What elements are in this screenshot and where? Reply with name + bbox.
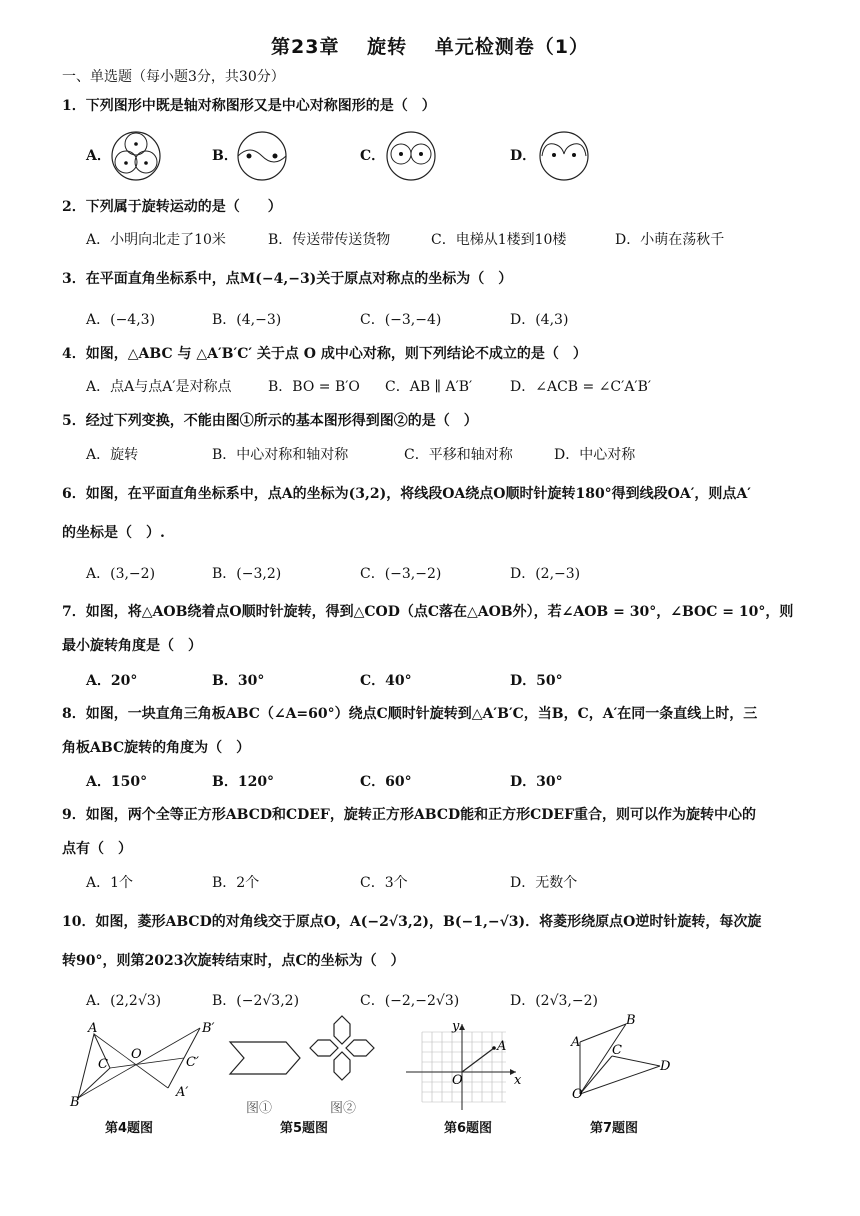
figure-5-shape-1: [228, 1040, 303, 1076]
fig4-label-a-prime: A′: [176, 1085, 189, 1100]
question-8-stem-line2: 角板ABC旋转的角度为（ ）: [62, 740, 251, 756]
figure-5-caption: 第5题图: [280, 1121, 329, 1136]
q6-option-c: C．(−3,−2): [360, 566, 442, 582]
q5-option-b: B．中心对称和轴对称: [212, 447, 349, 463]
figure-4-diagram: [68, 1020, 218, 1110]
fig7-label-o: O: [572, 1087, 583, 1102]
q8-option-b: B．120°: [212, 774, 275, 790]
fig7-label-c: C: [612, 1043, 622, 1058]
fig4-label-b: B: [70, 1095, 80, 1110]
fig6-label-y: y: [452, 1019, 460, 1034]
question-7-stem-line2: 最小旋转角度是（ ）: [62, 638, 202, 654]
q9-option-c: C．3个: [360, 875, 408, 891]
fig7-label-d: D: [660, 1059, 671, 1074]
q9-option-d: D．无数个: [510, 875, 578, 891]
q1-option-b-figure: [234, 130, 290, 182]
q2-option-a: A．小明向北走了10米: [86, 232, 226, 248]
q7-option-c: C．40°: [360, 673, 412, 689]
q10-option-b: B．(−2√3,2): [212, 993, 300, 1009]
q1-option-c-label: C．: [360, 148, 386, 164]
q4-option-b: B．BO = B′O: [268, 379, 360, 395]
fig6-label-x: x: [514, 1073, 522, 1088]
figure-5-sub-label-1: 图①: [246, 1101, 273, 1116]
question-8-stem-line1: 8．如图，一块直角三角板ABC（∠A=60°）绕点C顺时针旋转到△A′B′C，当B，C，A′在同一条直线上时，三: [62, 706, 758, 722]
q2-option-b: B．传送带传送货物: [268, 232, 391, 248]
q3-option-b: B．(4,−3): [212, 312, 282, 328]
figure-6-caption: 第6题图: [444, 1121, 493, 1136]
fig4-label-b-prime: B′: [202, 1021, 215, 1036]
question-1-stem: 1．下列图形中既是轴对称图形又是中心对称图形的是（ ）: [62, 98, 436, 114]
q1-option-b-label: B．: [212, 148, 238, 164]
fig6-label-o: O: [452, 1073, 463, 1088]
page-title: 第23章 旋转 单元检测卷（1）: [271, 36, 589, 58]
q1-option-d-figure: [536, 130, 592, 182]
q3-option-a: A．(−4,3): [86, 312, 156, 328]
figure-4-caption: 第4题图: [105, 1121, 154, 1136]
fig7-label-b: B: [626, 1013, 636, 1028]
q9-option-b: B．2个: [212, 875, 260, 891]
q5-option-d: D．中心对称: [554, 447, 636, 463]
question-6-stem-line1: 6．如图，在平面直角坐标系中，点A的坐标为(3,2)，将线段OA绕点O顺时针旋转180°得到线段OA′，则点A′: [62, 486, 751, 502]
figure-7-caption: 第7题图: [590, 1121, 639, 1136]
q7-option-a: A．20°: [86, 673, 138, 689]
q1-option-a-label: A．: [86, 148, 111, 164]
q8-option-c: C．60°: [360, 774, 412, 790]
question-3-stem: 3．在平面直角坐标系中，点M(−4,−3)关于原点对称点的坐标为（ ）: [62, 271, 513, 287]
q3-option-d: D．(4,3): [510, 312, 569, 328]
question-2-stem: 2．下列属于旋转运动的是（ ）: [62, 199, 282, 215]
q5-option-c: C．平移和轴对称: [404, 447, 513, 463]
q9-option-a: A．1个: [86, 875, 134, 891]
q6-option-a: A．(3,−2): [86, 566, 156, 582]
figure-6-coordinate-grid: [404, 1020, 524, 1112]
q6-option-b: B．(−3,2): [212, 566, 282, 582]
q1-option-d-label: D．: [510, 148, 537, 164]
q3-option-c: C．(−3,−4): [360, 312, 442, 328]
fig6-label-a: A: [497, 1039, 507, 1054]
figure-5-shape-2: [308, 1014, 376, 1082]
figure-7-diagram: [568, 1013, 678, 1104]
question-7-stem-line1: 7．如图，将△AOB绕着点O顺时针旋转，得到△COD（点C落在△AOB外），若∠AOB = 30°，∠BOC = 10°，则: [62, 604, 794, 620]
question-4-stem: 4．如图，△ABC 与 △A′B′C′ 关于点 O 成中心对称，则下列结论不成立的是（ ）: [62, 346, 587, 362]
q8-option-a: A．150°: [86, 774, 148, 790]
fig4-label-a: A: [88, 1021, 98, 1036]
fig4-label-o: O: [131, 1047, 142, 1062]
figure-5-sub-label-2: 图②: [330, 1101, 357, 1116]
question-5-stem: 5．经过下列变换，不能由图①所示的基本图形得到图②的是（ ）: [62, 413, 478, 429]
question-9-stem-line2: 点有（ ）: [62, 841, 132, 857]
q4-option-d: D．∠ACB = ∠C′A′B′: [510, 379, 652, 395]
q6-option-d: D．(2,−3): [510, 566, 581, 582]
q4-option-a: A．点A与点A′是对称点: [86, 379, 232, 395]
question-10-stem-line1: 10．如图，菱形ABCD的对角线交于原点O，A(−2√3,2)，B(−1,−√3)．将菱形绕原点O逆时针旋转，每次旋: [62, 914, 762, 930]
q4-option-c: C．AB ∥ A′B′: [385, 379, 473, 395]
q10-option-a: A．(2,2√3): [86, 993, 162, 1009]
section-heading: 一、单选题（每小题3分，共30分）: [62, 69, 285, 85]
q2-option-c: C．电梯从1楼到10楼: [431, 232, 567, 248]
q1-option-c-figure: [383, 130, 439, 182]
fig7-label-a: A: [571, 1035, 581, 1050]
question-10-stem-line2: 转90°，则第2023次旋转结束时，点C的坐标为（ ）: [62, 953, 405, 969]
q1-option-a-figure: [108, 130, 164, 182]
q10-option-d: D．(2√3,−2): [510, 993, 598, 1009]
q7-option-b: B．30°: [212, 673, 265, 689]
q2-option-d: D．小萌在荡秋千: [615, 232, 725, 248]
q10-option-c: C．(−2,−2√3): [360, 993, 460, 1009]
q8-option-d: D．30°: [510, 774, 563, 790]
q7-option-d: D．50°: [510, 673, 563, 689]
question-6-stem-line2: 的坐标是（ ）.: [62, 525, 165, 541]
fig4-label-c: C: [98, 1057, 108, 1072]
fig4-label-c-prime: C′: [186, 1055, 199, 1070]
question-9-stem-line1: 9．如图，两个全等正方形ABCD和CDEF，旋转正方形ABCD能和正方形CDEF重合，则可以作为旋转中心的: [62, 807, 757, 823]
q5-option-a: A．旋转: [86, 447, 139, 463]
